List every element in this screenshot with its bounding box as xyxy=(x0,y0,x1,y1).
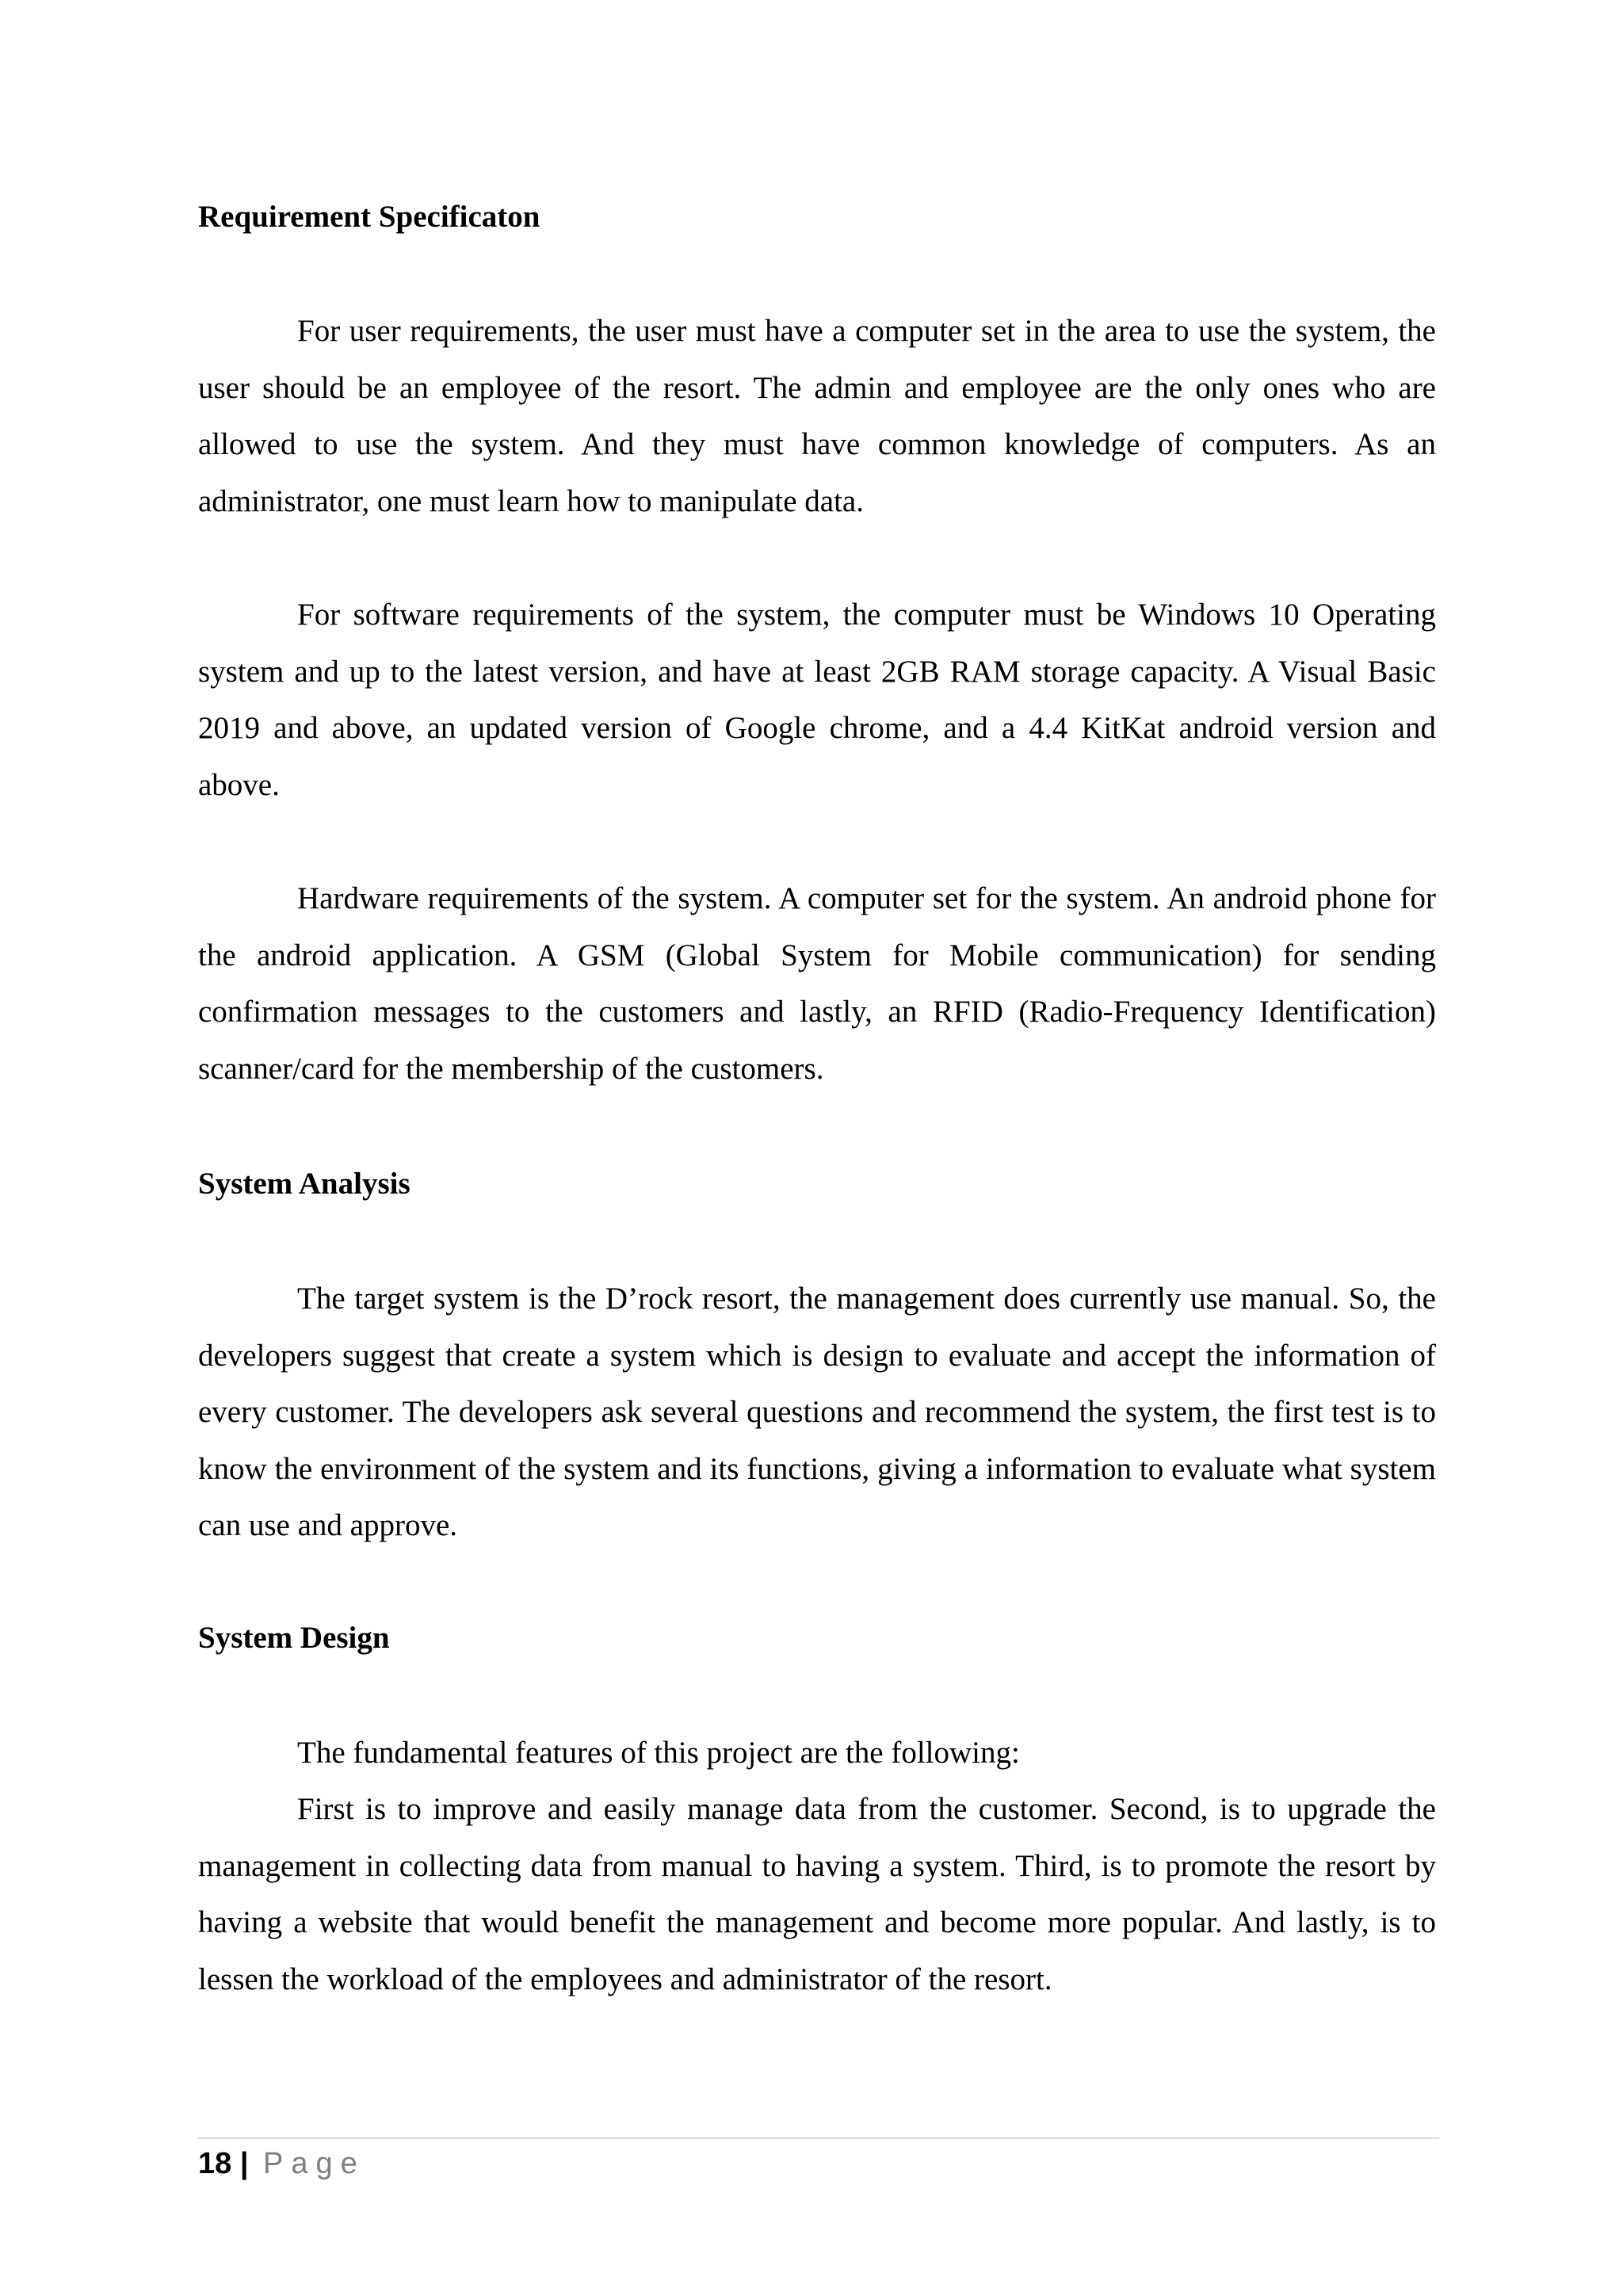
section-heading-system-analysis: System Analysis xyxy=(198,1167,411,1201)
paragraph-hardware-requirements: Hardware requirements of the system. A computer set for the system. An android phone for the android application. A GSM (Global System for Mobile communication) for sending confirmation messages to the customers and lastly, an RFID (Radio-Frequency Identification) scanner/card for the membership of the customers. xyxy=(198,881,1436,1086)
paragraph-software-requirements: For software requirements of the system, the computer must be Windows 10 Operating system and up to the latest version, and have at least 2GB RAM storage capacity. A Visual Basic 2019 and above, an updated version of Google chrome, and a 4.4 KitKat android version and above. xyxy=(198,598,1436,802)
paragraph-system-design-intro: The fundamental features of this project are the following: xyxy=(297,1736,1020,1770)
paragraph-system-design-features: First is to improve and easily manage data from the customer. Second, is to upgrade the management in collecting data from manual to having a system. Third, is to promote the resort by having a website that would benefit the management and become more popular. And lastly, is to lessen the workload of the employees and administrator of the resort. xyxy=(198,1792,1436,1996)
paragraph-user-requirements: For user requirements, the user must have a computer set in the area to use the system, the user should be an employee of the resort. The admin and employee are the only ones who are allowed to use the system. And they must have common knowledge of computers. As an administrator, one must learn how to manipulate data. xyxy=(198,314,1436,518)
page-footer xyxy=(198,2145,365,2183)
section-heading-requirement-specification: Requirement Specificaton xyxy=(198,200,540,234)
paragraph-system-analysis: The target system is the D’rock resort, the management does currently use manual. So, the developers suggest that create a system which is design to evaluate and accept the information of every customer. The developers ask several questions and recommend the system, the first test is to know the environment of the system and its functions, giving a information to evaluate what system can use and approve. xyxy=(198,1282,1436,1542)
footer-separator: | xyxy=(239,2147,249,2180)
section-heading-system-design: System Design xyxy=(198,1621,390,1655)
footer-divider xyxy=(198,2137,1439,2139)
page-label: Page xyxy=(263,2147,365,2180)
page-number: 18 xyxy=(198,2147,232,2180)
